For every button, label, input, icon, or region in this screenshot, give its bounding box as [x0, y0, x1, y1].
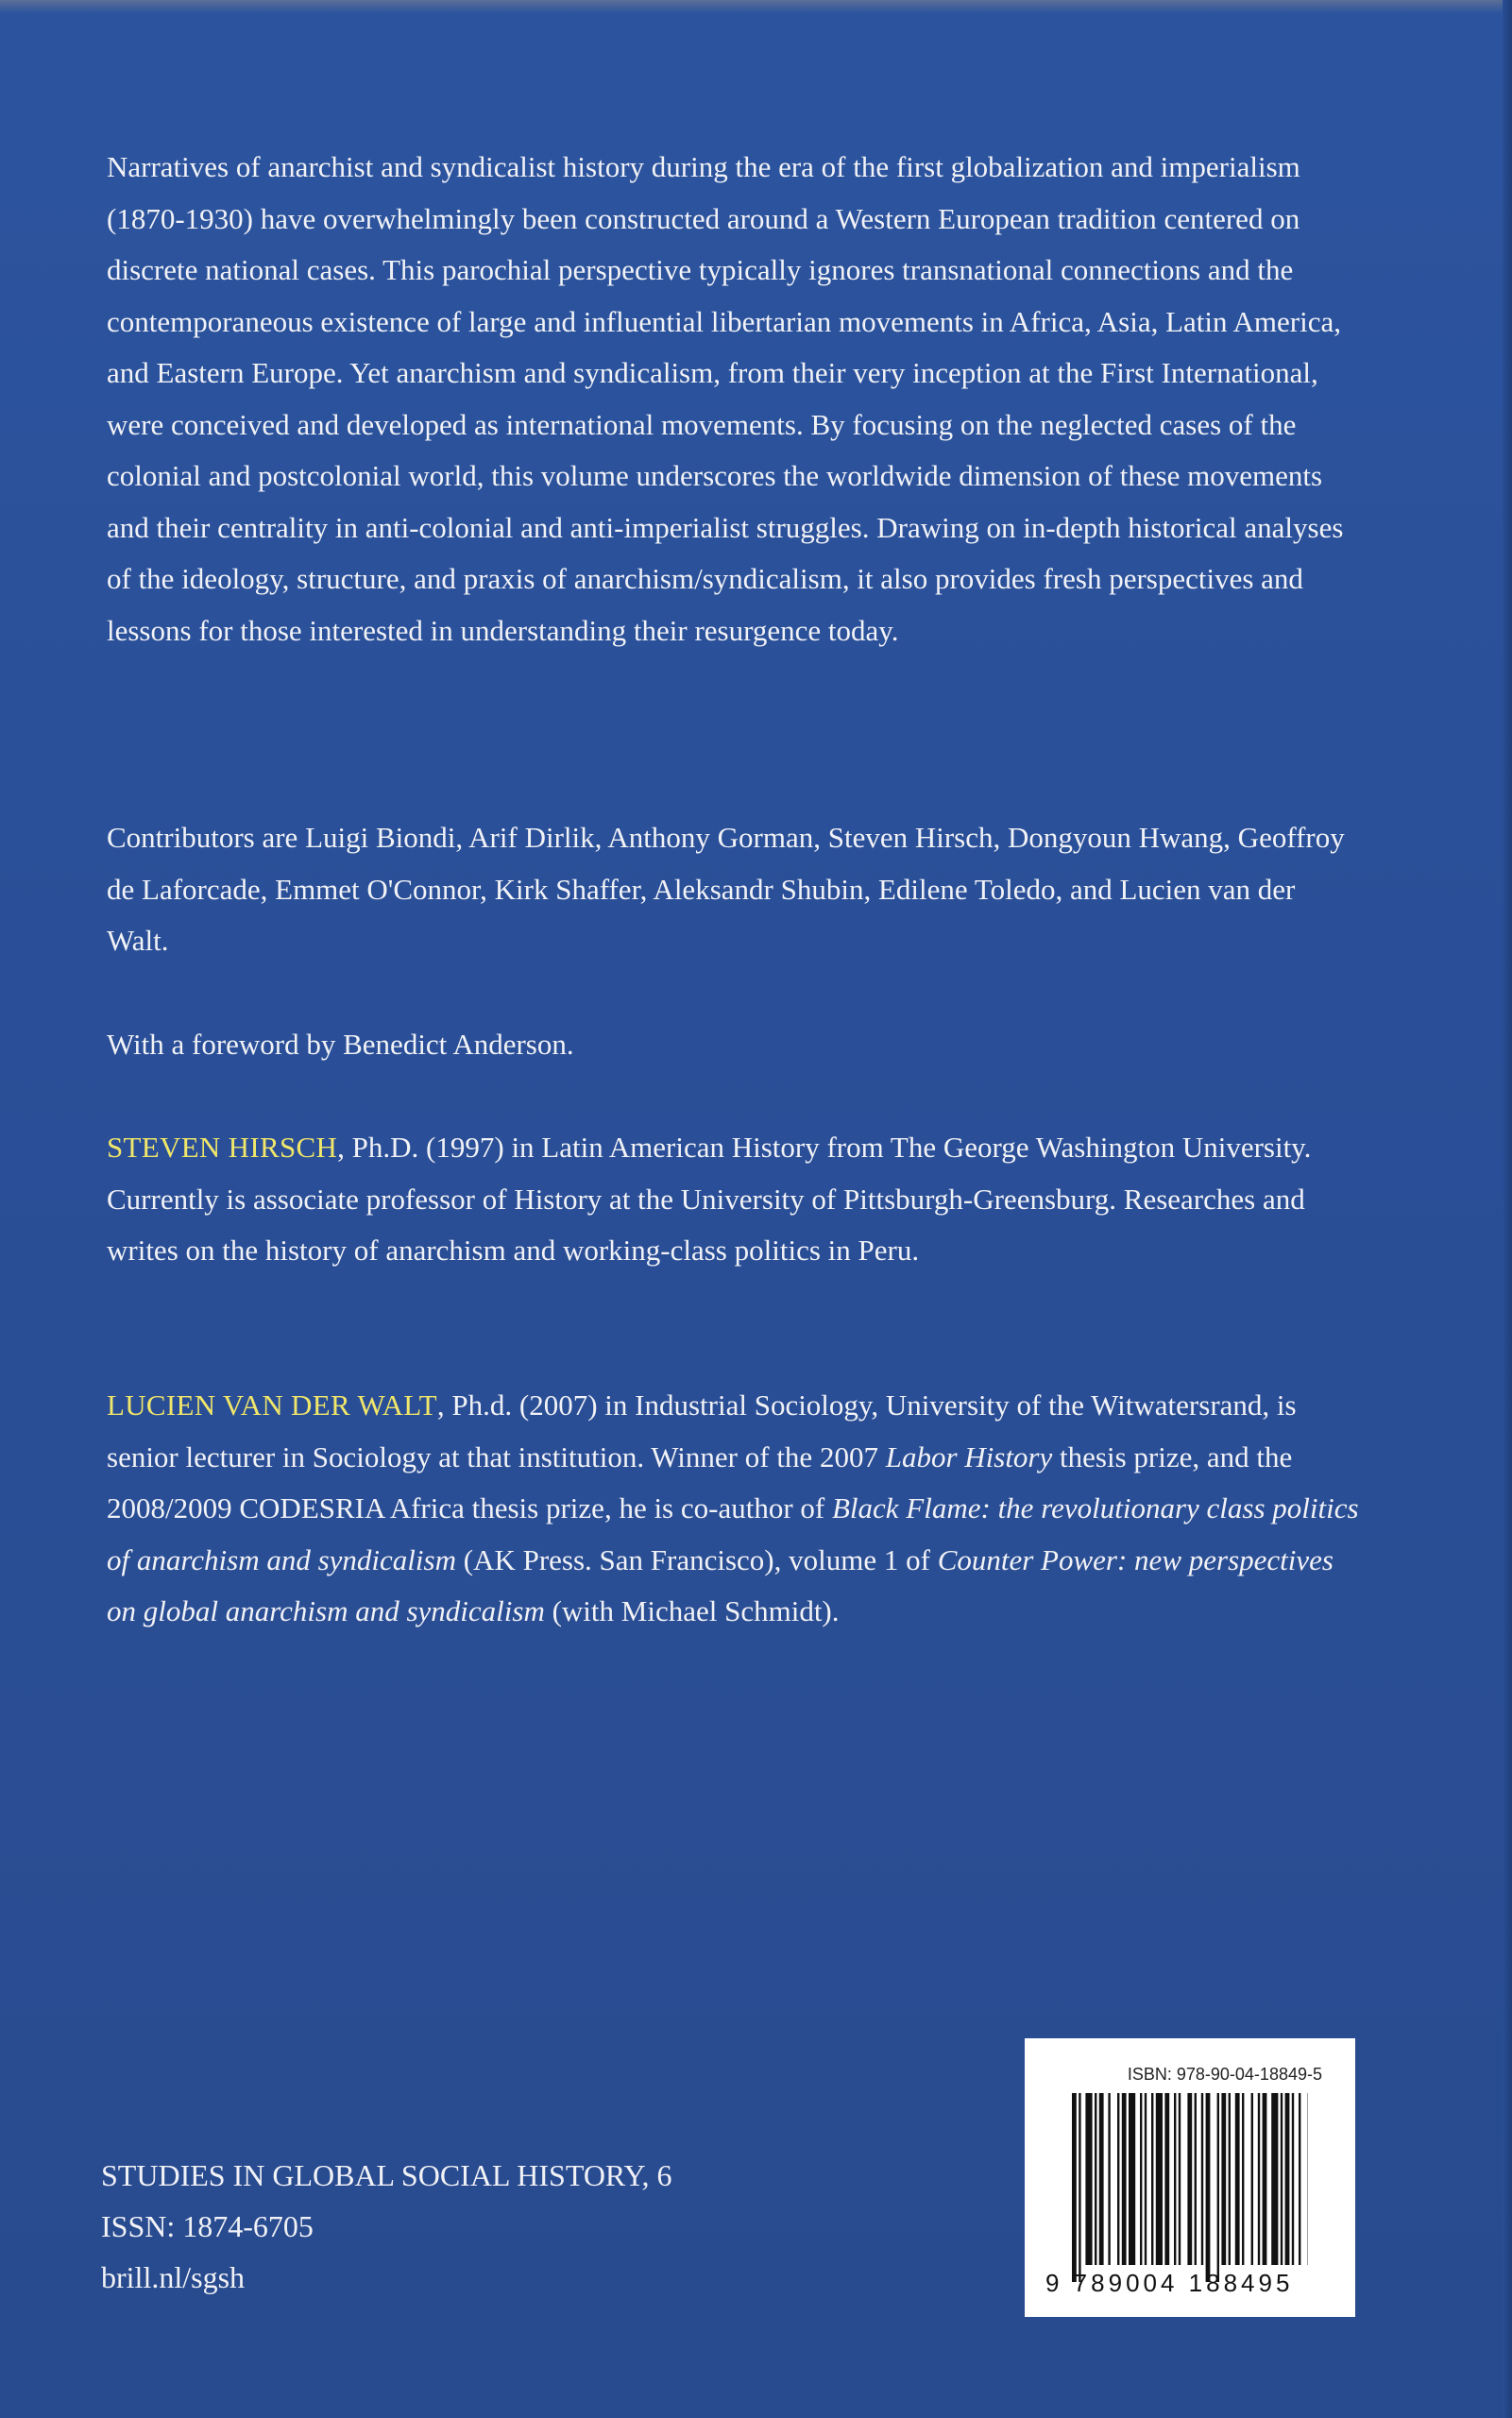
contributors-text: Contributors are Luigi Biondi, Arif Dirlik, Anthony Gorman, Steven Hirsch, Dongyoun Hwang, Geoffroy de Laforcade, Emmet O'Connor, Kirk Shaffer, Aleksandr Shubin, Edilene Toledo, and Lucien van der Walt. [107, 821, 1345, 957]
foreword-text: With a foreword by Benedict Anderson. [107, 1028, 574, 1061]
barcode-digits: 9 789004 188495 [1045, 2269, 1294, 2297]
contributors-paragraph [107, 812, 1363, 967]
author-name-van-der-walt: LUCIEN VAN DER WALT [107, 1388, 437, 1422]
cover-top-edge [0, 0, 1512, 13]
blurb-paragraph [107, 142, 1363, 656]
foreword-paragraph [107, 1019, 1363, 1071]
author-bio-hirsch-text: , Ph.D. (1997) in Latin American History from The George Washington University. Currently is associate professor of History at the University of Pittsburgh-Greensburg. Researches and writes on the history of anarchism and working-class politics in Peru. [107, 1131, 1312, 1267]
author-bio-hirsch [107, 1122, 1363, 1277]
blurb-text: Narratives of anarchist and syndicalist history during the era of the first globalization and imperialism (1870-1930) have overwhelmingly been constructed around a Western European tradition centered on discrete national cases. This parochial perspective typically ignores transnational connections and the contemporaneous existence of large and influential libertarian movements in Africa, Asia, Latin America, and Eastern Europe. Yet anarchism and syndicalism, from their very inception at the First International, were conceived and developed as international movements. By focusing on the neglected cases of the colonial and postcolonial world, this volume underscores the worldwide dimension of these movements and their centrality in anti-colonial and anti-imperialist struggles. Drawing on in-depth historical analyses of the ideology, structure, and praxis of anarchism/syndicalism, it also provides fresh perspectives and lessons for those interested in understanding their resurgence today. [107, 150, 1344, 647]
bio2-text-1: , Ph.d. (2007) in Industrial Sociology, University of the Witwatersrand, is senior lecturer in Sociology at that institution. Winner of the 2007 [107, 1388, 1297, 1473]
bio2-text-4: (with Michael Schmidt). [544, 1594, 840, 1627]
bio2-text-3: (AK Press. San Francisco), volume 1 of [455, 1542, 938, 1576]
bio2-text-2: thesis prize, and the 2008/2009 CODESRIA Africa thesis prize, he is co-author of [107, 1439, 1293, 1524]
author-bio-van-der-walt [107, 1380, 1363, 1638]
series-url: brill.nl/sgsh [101, 2260, 246, 2294]
isbn-label: ISBN: 978-90-04-18849-5 [1127, 2065, 1322, 2084]
author-name-hirsch: STEVEN HIRSCH [107, 1131, 338, 1164]
bio2-italic-black-flame: Black Flame: the revolutionary class politics of anarchism and syndicalism [107, 1491, 1359, 1576]
barcode-icon [1072, 2093, 1308, 2282]
barcode-box [1025, 2038, 1355, 2317]
bio2-italic-labor-history: Labor History [885, 1439, 1053, 1473]
series-issn: ISSN: 1874-6705 [101, 2209, 314, 2243]
bio2-italic-counter-power: Counter Power: new perspectives on global anarchism and syndicalism [107, 1542, 1334, 1627]
cover-right-edge [1503, 0, 1512, 2418]
series-title: STUDIES IN GLOBAL SOCIAL HISTORY, 6 [101, 2158, 672, 2192]
series-info [101, 2150, 951, 2303]
